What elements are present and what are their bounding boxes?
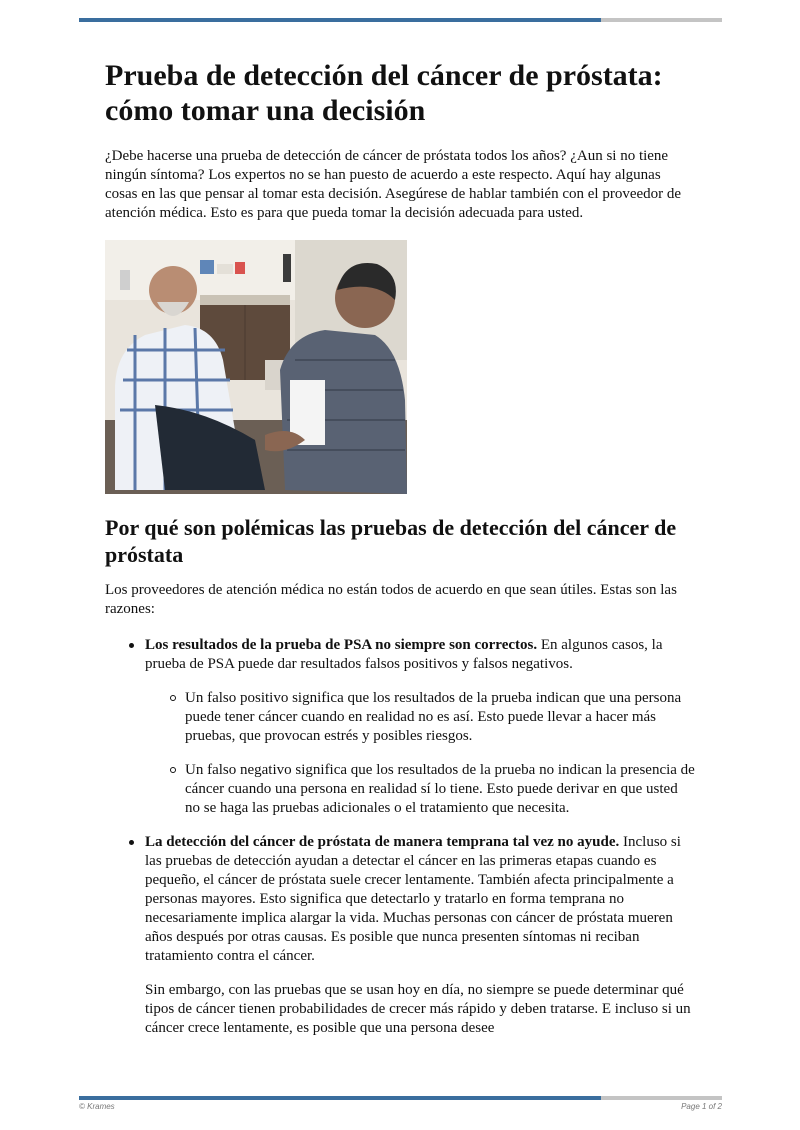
list-item <box>145 833 695 1038</box>
intro-paragraph: ¿Debe hacerse una prueba de detección de cáncer de próstata todos los años? ¿Aun si no tiene ningún síntoma? Los expertos no se han puesto de acuerdo a este respecto. Aquí hay algunas cosas en las que pensar al tomar esta decisión. Asegúrese de hablar también con el proveedor de atención médica. Esto es para que pueda tomar la decisión adecuada para usted. <box>105 148 682 221</box>
top-rule-grey <box>601 18 722 22</box>
sub-list-item: Un falso negativo significa que los resultados de la prueba no indican la presencia de cáncer cuando una persona en realidad sí lo tiene. Esto puede derivar en que usted no se haga las pruebas adicionales o el tratamiento que necesita. <box>185 762 695 816</box>
sub-list-item: Un falso positivo significa que los resultados de la prueba indican que una persona puede tener cáncer cuando en realidad no es así. Esto puede llevar a hacer más pruebas, que provocan estrés y posibles riesgos. <box>185 689 695 746</box>
bottom-rule <box>79 1096 722 1100</box>
reasons-list <box>105 636 695 1038</box>
list-item-bold: Los resultados de la prueba de PSA no siempre son correctos. <box>145 637 538 653</box>
footer-page-number: Page 1 of 2 <box>681 1102 722 1111</box>
top-rule <box>79 18 722 22</box>
list-item <box>145 636 695 818</box>
section-heading: Por qué son polémicas las pruebas de detección del cáncer de próstata <box>105 515 677 567</box>
bottom-rule-blue <box>79 1096 601 1100</box>
page-title: Prueba de detección del cáncer de próstata: cómo tomar una decisión <box>105 59 663 127</box>
list-item-bold: La detección del cáncer de próstata de manera temprana tal vez no ayude. <box>145 834 620 850</box>
section-intro: Los proveedores de atención médica no están todos de acuerdo en que sean útiles. Estas son las razones: <box>105 582 677 617</box>
footer-copyright: © Krames <box>79 1102 115 1111</box>
sub-list <box>145 689 695 818</box>
list-item-text: Incluso si las pruebas de detección ayudan a detectar el cáncer en las primeras etapas cuando es pequeño, el cáncer de próstata suele crecer lentamente. También afecta principalmente a personas mayores. Esto significa que detectarlo y tratarlo en forma temprana no necesariamente implica alargar la vida. Muchas personas con cáncer de próstata mueren años después por otras causas. Es posible que nunca presenten síntomas ni reciban tratamiento contra el cáncer. <box>145 834 681 964</box>
document-body <box>105 58 695 1053</box>
list-item-text: En algunos casos, la prueba de PSA puede dar resultados falsos positivos y falsos negativos. <box>145 637 663 672</box>
bottom-rule-grey <box>601 1096 722 1100</box>
consultation-photo <box>105 240 407 494</box>
list-item-continuation: Sin embargo, con las pruebas que se usan hoy en día, no siempre se puede determinar qué tipos de cáncer tienen probabilidades de crecer más rápido y deben tratarse. E incluso si un cáncer crece lentamente, es posible que una persona desee <box>145 982 691 1036</box>
top-rule-blue <box>79 18 601 22</box>
